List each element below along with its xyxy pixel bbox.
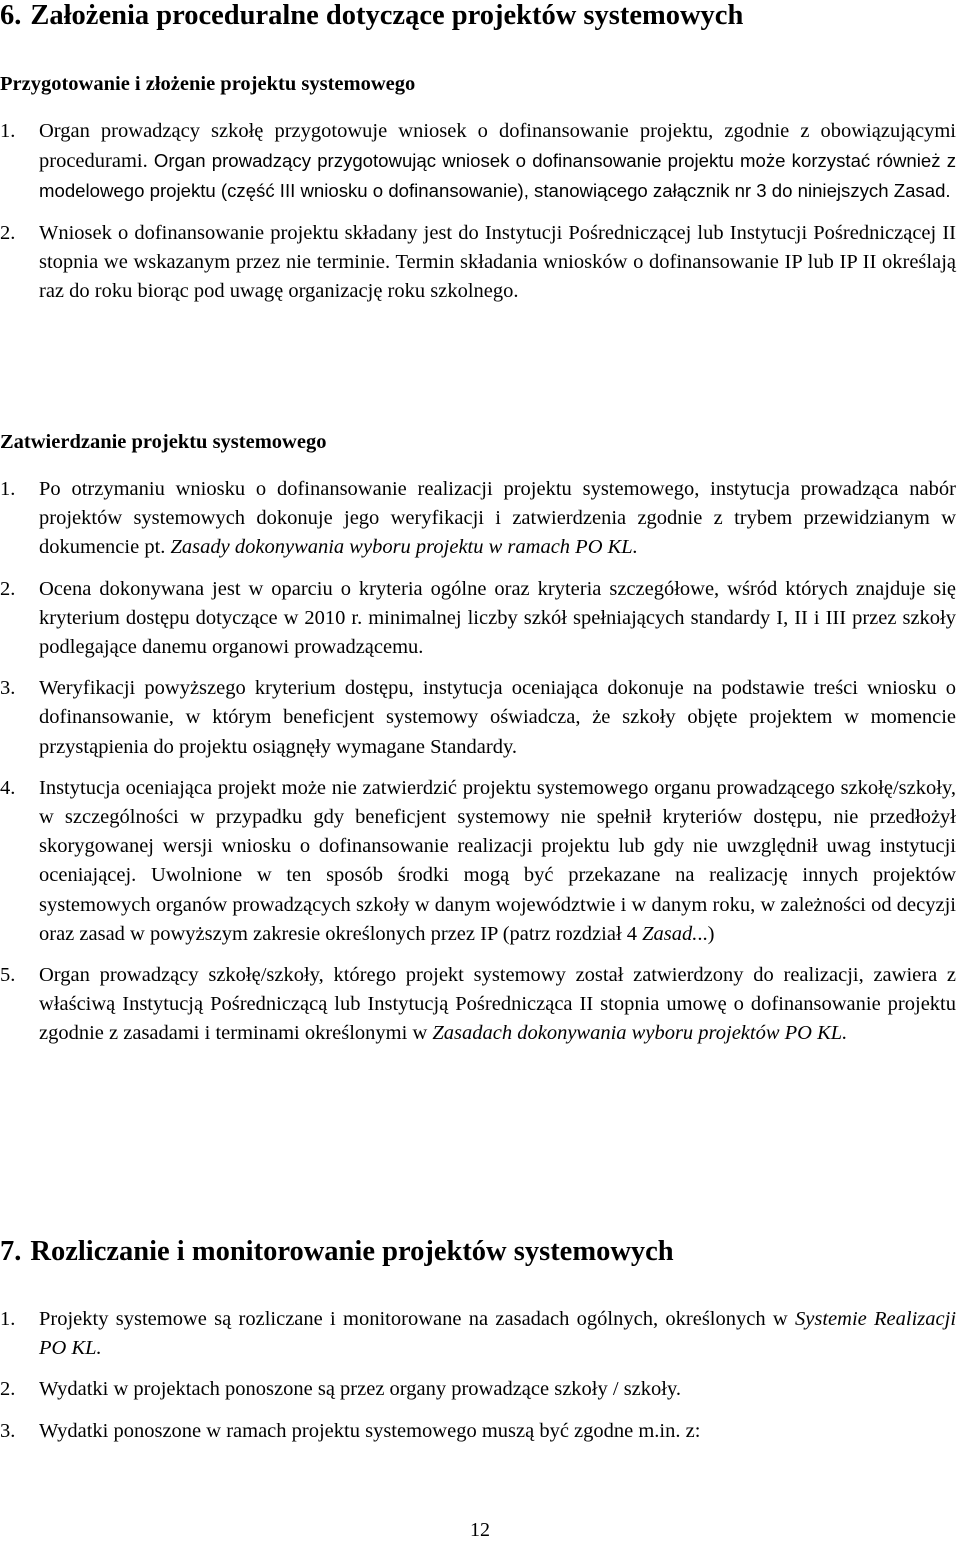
item-number: 1. — [0, 120, 16, 142]
list-item — [0, 1417, 956, 1446]
approval-list — [0, 475, 956, 1049]
item-number: 4. — [0, 776, 16, 799]
list-item — [0, 774, 956, 949]
item-text-suffix: ..) — [697, 922, 715, 945]
item-number: 2. — [0, 577, 16, 600]
list-item — [0, 475, 956, 563]
item-text-italic: Zasad. — [642, 922, 698, 945]
page-number: 12 — [470, 1519, 490, 1541]
section-7-number: 7. — [0, 1236, 22, 1267]
section-6-title: Założenia proceduralne dotyczące projektów systemowych — [30, 0, 744, 31]
item-text: Termin składania wniosków o dofinansowanie IP lub IP II określają raz do roku biorąc pod uwagę organizację roku szkolnego. — [39, 250, 956, 303]
item-text: Organ prowadzący szkołę/szkoły, którego projekt systemowy został zatwierdzony do realizacji, zawiera z właściwą Instytucją Pośredniczącą lub Instytucją Pośrednicząca II stopnia umowę o dofinansowanie projektu zgodnie z zasadami i terminami określonymi w — [39, 964, 956, 1045]
item-number: 5. — [0, 964, 16, 987]
item-text: Ocena dokonywana jest w oparciu o kryteria ogólne oraz kryteria szczegółowe, wśród których znajduje się kryterium dostępu dotyczące w 2010 r. minimalnej liczby szkół spełniających standardy I, II i III przez szkoły podlegające danemu organowi prowadzącemu. — [39, 577, 956, 659]
item-text: Wydatki ponoszone w ramach projektu systemowego muszą być zgodne m.in. z: — [39, 1419, 701, 1442]
item-number: 3. — [0, 1419, 16, 1442]
list-item — [0, 1375, 956, 1404]
settlement-list — [0, 1305, 956, 1446]
item-text: Wydatki w projektach ponoszone są przez organy prowadzące szkoły / szkoły. — [39, 1378, 682, 1401]
list-item — [0, 674, 956, 762]
item-text-italic: Systemie Realizacji PO KL. — [39, 1308, 957, 1360]
item-text: Projekty systemowe są rozliczane i monitorowane na zasadach ogólnych, określonych w — [39, 1308, 788, 1330]
section-6-number: 6. — [0, 0, 22, 31]
list-item — [0, 219, 956, 307]
list-item — [0, 117, 956, 207]
subheading-approval: Zatwierdzanie projektu systemowego — [0, 431, 327, 453]
section-7-title: Rozliczanie i monitorowanie projektów systemowych — [30, 1236, 674, 1267]
item-number: 3. — [0, 677, 16, 700]
list-item — [0, 1305, 956, 1363]
section-6-heading — [0, 0, 743, 32]
item-text: Instytucja oceniająca projekt może nie zatwierdzić projektu systemowego organu prowadzącego szkołę/szkoły, w szczególności w przypadku gdy beneficjent systemowy nie spełnił kryteriów dostępu, nie przedłożył skorygowanej wersji wniosku o dofinansowanie realizacji projektu lub gdy nie uwzględnił uwag instytucji oceniającej. Uwolnione w ten sposób środki mogą być przekazane na realizację innych projektów systemowych organów prowadzących szkoły w danym województwie i w danym roku, w zależności od decyzji oraz zasad w powyższym zakresie określonych przez IP (patrz rozdział 4 — [39, 776, 956, 945]
item-text: Wniosek o dofinansowanie projektu składany jest do Instytucji Pośredniczącej lub Instytucji Pośredniczącej II stopnia we wskazanym przez nie terminie. — [39, 221, 956, 273]
item-text: Po otrzymaniu wniosku o dofinansowanie realizacji projektu systemowego, instytucja prowadząca nabór projektów systemowych dokonuje jego weryfikacji i zatwierdzenia zgodnie z trybem przewidzianym w dokumencie pt. — [39, 478, 956, 559]
item-text: Organ prowadzący szkołę przygotowuje wniosek o dofinansowanie projektu, zgodnie z obowiązującymi procedurami. — [39, 120, 956, 173]
item-number: 1. — [0, 1308, 16, 1330]
item-text-italic: Zasady dokonywania wyboru projektu w ramach PO KL. — [170, 536, 638, 559]
item-number: 2. — [0, 221, 16, 244]
item-number: 1. — [0, 478, 16, 500]
list-item — [0, 575, 956, 663]
item-text-sans: Organ prowadzący przygotowując wniosek o dofinansowanie projektu może korzystać również z modelowego projektu (część III wniosku o dofinansowanie), stanowiącego załącznik nr 3 do niniejszych Zasad. — [39, 150, 956, 202]
list-item — [0, 961, 956, 1049]
section-7-heading — [0, 1236, 674, 1268]
subheading-preparation: Przygotowanie i złożenie projektu systemowego — [0, 73, 416, 95]
item-text: Weryfikacji powyższego kryterium dostępu, instytucja oceniająca dokonuje na podstawie treści wniosku o dofinansowanie, w którym beneficjent systemowy oświadcza, że szkoły objęte projektem w momencie przystąpienia do projektu osiągnęły wymagane Standardy. — [39, 677, 956, 758]
preparation-list — [0, 117, 956, 306]
item-number: 2. — [0, 1378, 16, 1401]
item-text-italic: Zasadach dokonywania wyboru projektów PO KL. — [432, 1022, 848, 1045]
